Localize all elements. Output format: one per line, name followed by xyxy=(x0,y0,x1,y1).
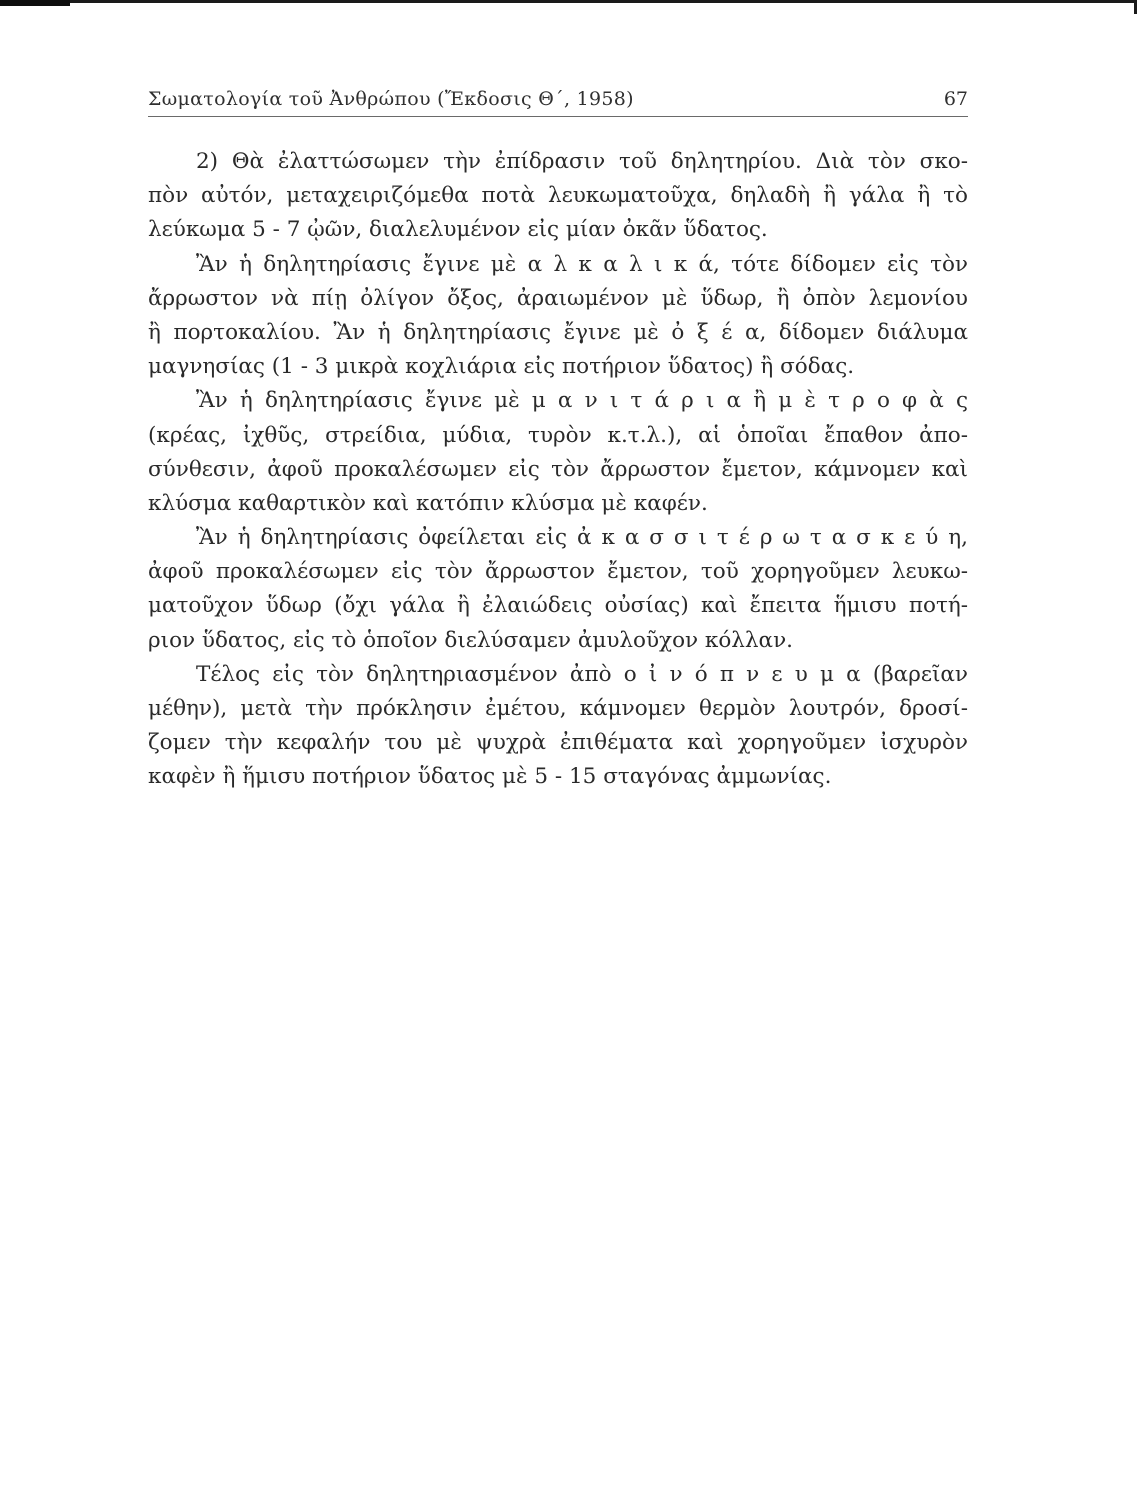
text-line: Ἂν ἡ δηλητηρίασις ἔγινε μὲ μ α ν ι τ ά ρ ι α ἢ μ ὲ τ ρ ο φ ὰ ς xyxy=(196,388,968,414)
scan-corner-mark xyxy=(0,0,70,6)
body-text xyxy=(148,145,968,795)
text-line: Ἂν ἡ δηλητηρίασις ὀφείλεται εἰς ἀ κ α σ σ ι τ έ ρ ω τ α σ κ ε ύ η, xyxy=(196,525,968,551)
running-head: Σωματολογία τοῦ Ἀνθρώπου (Ἔκδοσις Θ΄, 1958) xyxy=(148,88,634,110)
text-line: λεύκωμα 5 - 7 ᾠῶν, διαλελυμένον εἰς μίαν ὀκᾶν ὕδατος. xyxy=(148,217,768,243)
text-line: Ἂν ἡ δηλητηρίασις ἔγινε μὲ α λ κ α λ ι κ ά, τότε δίδομεν εἰς τὸν xyxy=(196,251,968,277)
text-line: Τέλος εἰς τὸν δηλητηριασμένον ἀπὸ ο ἰ ν ό π ν ε υ μ α (βαρεῖαν xyxy=(196,661,968,687)
text-line: (κρέας, ἰχθῦς, στρείδια, μύδια, τυρὸν κ.τ.λ.), αἱ ὁποῖαι ἔπαθον ἀπο- xyxy=(148,422,968,448)
text-line: ἢ πορτοκαλίου. Ἂν ἡ δηλητηρίασις ἔγινε μὲ ὀ ξ έ α, δίδομεν διάλυμα xyxy=(148,319,968,345)
text-line: μαγνησίας (1 - 3 μικρὰ κοχλιάρια εἰς ποτήριον ὕδατος) ἢ σόδας. xyxy=(148,354,855,380)
text-line: ριον ὕδατος, εἰς τὸ ὁποῖον διελύσαμεν ἀμυλοῦχον κόλλαν. xyxy=(148,627,793,653)
text-line: ζομεν τὴν κεφαλήν του μὲ ψυχρὰ ἐπιθέματα καὶ χορηγοῦμεν ἰσχυρὸν xyxy=(148,730,968,756)
text-line: πὸν αὐτόν, μεταχειριζόμεθα ποτὰ λευκωματοῦχα, δηλαδὴ ἢ γάλα ἢ τὸ xyxy=(148,183,968,209)
text-line: 2) Θὰ ἐλαττώσωμεν τὴν ἐπίδρασιν τοῦ δηλητηρίου. Διὰ τὸν σκο- xyxy=(196,149,968,174)
text-line: ἀφοῦ προκαλέσωμεν εἰς τὸν ἄρρωστον ἔμετον, τοῦ χορηγοῦμεν λευκω- xyxy=(148,559,968,585)
text-line: μέθην), μετὰ τὴν πρόκλησιν ἐμέτου, κάμνομεν θερμὸν λουτρόν, δροσί- xyxy=(148,696,968,721)
text-line: κλύσμα καθαρτικὸν καὶ κατόπιν κλύσμα μὲ καφέν. xyxy=(148,490,708,516)
text-line: σύνθεσιν, ἀφοῦ προκαλέσωμεν εἰς τὸν ἄρρωστον ἔμετον, κάμνομεν καὶ xyxy=(148,456,968,482)
text-line: ἄρρωστον νὰ πίῃ ὀλίγον ὄξος, ἀραιωμένον μὲ ὕδωρ, ἢ ὀπὸν λεμονίου xyxy=(148,285,968,311)
scan-border-top xyxy=(0,0,1137,3)
page-header xyxy=(148,86,968,117)
text-line: καφὲν ἢ ἥμισυ ποτήριον ὕδατος μὲ 5 - 15 σταγόνας ἀμμωνίας. xyxy=(148,764,832,790)
page-number: 67 xyxy=(943,88,968,110)
text-line: ματοῦχον ὕδωρ (ὄχι γάλα ἢ ἐλαιώδεις οὐσίας) καὶ ἔπειτα ἥμισυ ποτή- xyxy=(148,593,968,619)
